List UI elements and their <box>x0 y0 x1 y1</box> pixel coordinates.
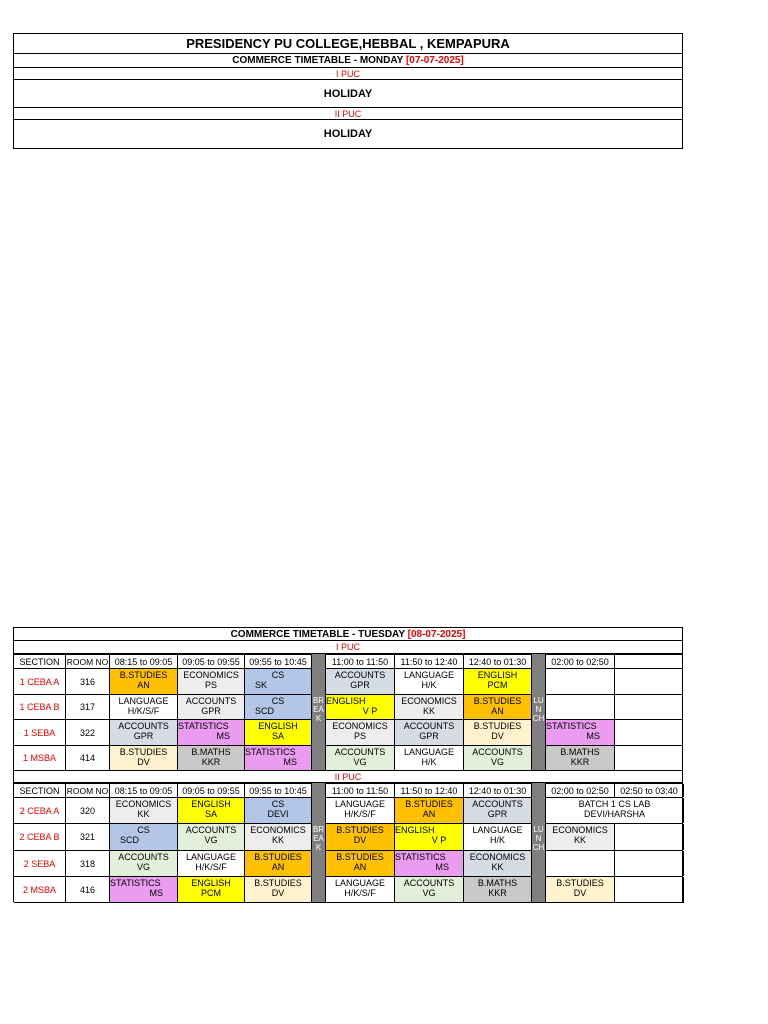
subject-name: ACCOUNTS <box>403 878 455 888</box>
subject-name: B.STUDIES <box>119 747 168 757</box>
subject-name: ACCOUNTS <box>118 852 169 862</box>
period-cell <box>178 851 245 876</box>
period-cell <box>178 824 245 850</box>
period-cell <box>110 720 178 745</box>
room-cell: 322 <box>66 720 110 745</box>
empty-cell <box>615 851 684 876</box>
subject-name: B.STUDIES <box>405 799 453 809</box>
lunch-column <box>532 783 546 902</box>
teacher-code: PS <box>204 680 217 690</box>
subject-name: CS <box>271 696 285 706</box>
period-cell <box>326 695 395 719</box>
empty-cell <box>615 695 684 719</box>
subject-name: CS <box>271 670 285 680</box>
teacher-code: KK <box>573 835 586 845</box>
room-cell: 320 <box>66 798 110 823</box>
period-cell <box>245 720 312 745</box>
period-cell <box>326 720 395 745</box>
subject-name: B.STUDIES <box>336 825 384 835</box>
subject-name: LANGUAGE <box>185 852 236 862</box>
table-row <box>14 719 683 745</box>
teacher-code: VG <box>353 757 367 767</box>
column-header: 12:40 to 01:30 <box>464 784 532 797</box>
period-cell <box>326 669 395 694</box>
period-cell <box>326 824 395 850</box>
subject-name: ACCOUNTS <box>334 747 386 757</box>
period-cell <box>546 798 684 823</box>
teacher-code: KKR <box>201 757 221 767</box>
tuesday-date: [08-07-2025] <box>407 629 466 640</box>
column-header: 11:50 to 12:40 <box>395 784 464 797</box>
puc2-grid <box>13 783 683 902</box>
period-cell <box>464 746 532 770</box>
period-cell <box>464 877 532 902</box>
subject-name: STATISTICS <box>395 852 446 862</box>
tuesday-puc1-label: I PUC <box>13 641 683 654</box>
period-cell <box>464 669 532 694</box>
break-column <box>312 654 326 770</box>
break-label: BR EA K <box>312 825 325 852</box>
teacher-code: KK <box>422 706 435 716</box>
period-cell <box>546 824 615 850</box>
subject-name: B.STUDIES <box>556 878 604 888</box>
room-cell: 414 <box>66 746 110 770</box>
subject-name: B.MATHS <box>191 747 231 757</box>
room-cell: 316 <box>66 669 110 694</box>
subject-name: LANGUAGE <box>403 670 454 680</box>
column-header: 08:15 to 09:05 <box>110 784 178 797</box>
teacher-code: DEVI <box>267 809 289 819</box>
room-cell: 317 <box>66 695 110 719</box>
period-cell <box>546 746 615 770</box>
teacher-code: H/K/S/F <box>195 862 227 872</box>
period-cell <box>245 851 312 876</box>
subject-name: ECONOMICS <box>469 852 526 862</box>
monday-title-text: COMMERCE TIMETABLE - MONDAY <box>232 55 404 66</box>
teacher-code: VG <box>204 835 218 845</box>
teacher-code: KKR <box>488 888 507 898</box>
teacher-code: DV <box>137 757 150 767</box>
subject-name: ECONOMICS <box>332 721 388 731</box>
teacher-code: MS <box>149 888 163 898</box>
table-row <box>14 694 683 719</box>
teacher-code: DV <box>353 835 367 845</box>
tuesday-timetable <box>13 627 683 902</box>
teacher-code: PCM <box>201 888 221 898</box>
column-header: 02:00 to 02:50 <box>546 784 615 797</box>
column-header: 09:05 to 09:55 <box>178 655 245 668</box>
subject-name: ENGLISH <box>395 825 435 835</box>
monday-timetable <box>13 33 683 149</box>
monday-puc1-label: I PUC <box>14 68 682 80</box>
column-header: 11:50 to 12:40 <box>395 655 464 668</box>
subject-name: ENGLISH <box>477 670 518 680</box>
period-cell <box>464 695 532 719</box>
table-row <box>14 797 683 823</box>
period-cell <box>245 824 312 850</box>
teacher-code: VG <box>422 888 436 898</box>
period-cell <box>395 669 464 694</box>
section-cell: 2 CEBA A <box>14 798 66 823</box>
teacher-code: DEVI/HARSHA <box>583 809 645 819</box>
period-cell <box>178 669 245 694</box>
subject-name: B.MATHS <box>477 878 518 888</box>
teacher-code: SA <box>204 809 217 819</box>
break-column <box>312 783 326 902</box>
break-label: BR EA K <box>312 696 325 723</box>
subject-name: STATISTICS <box>546 721 597 731</box>
subject-name: B.STUDIES <box>254 852 302 862</box>
subject-name: B.STUDIES <box>336 852 384 862</box>
period-cell <box>326 877 395 902</box>
period-cell <box>326 746 395 770</box>
column-header: 12:40 to 01:30 <box>464 655 532 668</box>
teacher-code: H/K/S/F <box>127 706 160 716</box>
subject-name: ACCOUNTS <box>472 747 523 757</box>
period-cell <box>178 877 245 902</box>
period-cell <box>245 669 312 694</box>
empty-cell <box>615 824 684 850</box>
table-row <box>14 876 683 902</box>
period-cell <box>395 695 464 719</box>
column-header: SECTION <box>14 655 66 668</box>
teacher-code: H/K <box>489 835 505 845</box>
period-cell <box>546 669 615 694</box>
teacher-code: GPR <box>201 706 221 716</box>
subject-name: BATCH 1 CS LAB <box>578 799 651 809</box>
teacher-code: AN <box>491 706 504 716</box>
period-cell <box>178 695 245 719</box>
subject-name: ECONOMICS <box>115 799 172 809</box>
room-cell: 416 <box>66 877 110 902</box>
subject-name: ACCOUNTS <box>118 721 169 731</box>
subject-name: LANGUAGE <box>403 747 454 757</box>
teacher-code: KK <box>137 809 150 819</box>
column-header: SECTION <box>14 784 66 797</box>
subject-name: CS <box>137 825 150 835</box>
grid-bottom-border <box>14 902 684 903</box>
subject-name: STATISTICS <box>178 721 229 731</box>
period-cell <box>326 798 395 823</box>
room-cell: 318 <box>66 851 110 876</box>
subject-name: ACCOUNTS <box>185 696 237 706</box>
teacher-code: GPR <box>487 809 508 819</box>
period-cell <box>464 851 532 876</box>
subject-name: LANGUAGE <box>334 878 385 888</box>
teacher-code: GPR <box>350 680 370 690</box>
subject-name: ACCOUNTS <box>185 825 237 835</box>
empty-cell <box>615 877 684 902</box>
teacher-code: VG <box>490 757 504 767</box>
period-cell <box>245 877 312 902</box>
teacher-code: DV <box>491 731 504 741</box>
period-cell <box>245 798 312 823</box>
teacher-code: VG <box>136 862 150 872</box>
period-cell <box>178 720 245 745</box>
monday-puc1-status: HOLIDAY <box>14 80 682 108</box>
lunch-column <box>532 654 546 770</box>
column-header: 11:00 to 11:50 <box>326 655 395 668</box>
teacher-code: V P <box>431 835 447 845</box>
subject-name: ECONOMICS <box>183 670 239 680</box>
empty-cell <box>615 720 684 745</box>
subject-name: CS <box>271 799 285 809</box>
period-cell <box>110 798 178 823</box>
period-cell <box>110 669 178 694</box>
college-title: PRESIDENCY PU COLLEGE,HEBBAL , KEMPAPURA <box>14 34 682 54</box>
period-cell <box>395 851 464 876</box>
period-cell <box>110 877 178 902</box>
period-cell <box>546 851 615 876</box>
subject-name: ACCOUNTS <box>472 799 523 809</box>
teacher-code: AN <box>137 680 150 690</box>
subject-name: B.STUDIES <box>473 721 522 731</box>
column-header: 02:00 to 02:50 <box>546 655 615 668</box>
subject-name: ACCOUNTS <box>403 721 455 731</box>
tuesday-puc2-label: II PUC <box>13 770 683 783</box>
subject-name: LANGUAGE <box>118 696 169 706</box>
empty-cell <box>615 746 684 770</box>
teacher-code: AN <box>422 809 436 819</box>
section-cell: 1 MSBA <box>14 746 66 770</box>
teacher-code: DV <box>573 888 587 898</box>
teacher-code: SCD <box>255 706 275 716</box>
subject-name: ECONOMICS <box>250 825 306 835</box>
period-cell <box>110 851 178 876</box>
teacher-code: GPR <box>419 731 439 741</box>
period-cell <box>110 824 178 850</box>
tuesday-title <box>13 627 683 641</box>
teacher-code: MS <box>283 757 297 767</box>
period-cell <box>110 746 178 770</box>
subject-name: STATISTICS <box>110 878 161 888</box>
teacher-code: PS <box>353 731 366 741</box>
monday-subtitle <box>14 54 682 68</box>
period-cell <box>546 877 615 902</box>
subject-name: B.MATHS <box>560 747 600 757</box>
monday-puc2-status: HOLIDAY <box>323 128 373 140</box>
column-header: 09:55 to 10:45 <box>245 655 312 668</box>
subject-name: ENGLISH <box>258 721 298 731</box>
empty-cell <box>615 669 684 694</box>
period-cell <box>464 798 532 823</box>
period-cell <box>395 877 464 902</box>
table-row <box>14 850 683 876</box>
period-cell <box>326 851 395 876</box>
teacher-code: KKR <box>570 757 590 767</box>
subject-name: ENGLISH <box>326 696 366 706</box>
period-cell <box>395 746 464 770</box>
teacher-code: AN <box>271 862 285 872</box>
column-header: 09:05 to 09:55 <box>178 784 245 797</box>
section-cell: 2 SEBA <box>14 851 66 876</box>
teacher-code: H/K/S/F <box>344 888 376 898</box>
column-header: 09:55 to 10:45 <box>245 784 312 797</box>
teacher-code: MS <box>216 731 230 741</box>
period-cell <box>178 798 245 823</box>
period-cell <box>245 695 312 719</box>
teacher-code: H/K <box>421 680 437 690</box>
section-cell: 1 CEBA B <box>14 695 66 719</box>
subject-name: ACCOUNTS <box>334 670 386 680</box>
subject-name: ENGLISH <box>191 878 231 888</box>
period-cell <box>395 824 464 850</box>
subject-name: B.STUDIES <box>473 696 522 706</box>
subject-name: STATISTICS <box>245 747 296 757</box>
teacher-code: KK <box>491 862 504 872</box>
subject-name: ECONOMICS <box>401 696 457 706</box>
subject-name: LANGUAGE <box>472 825 523 835</box>
column-header: 08:15 to 09:05 <box>110 655 178 668</box>
subject-name: B.STUDIES <box>119 670 168 680</box>
teacher-code: MS <box>435 862 449 872</box>
table-row <box>14 668 683 694</box>
teacher-code: V P <box>362 706 378 716</box>
period-cell <box>395 798 464 823</box>
header-row <box>14 654 683 668</box>
monday-puc2-label: II PUC <box>14 108 682 120</box>
teacher-code: SK <box>255 680 268 690</box>
tuesday-title-text: COMMERCE TIMETABLE - TUESDAY <box>230 629 405 640</box>
column-header: 02:50 to 03:40 <box>615 784 684 797</box>
section-cell: 1 CEBA A <box>14 669 66 694</box>
teacher-code: MS <box>586 731 600 741</box>
column-header: 11:00 to 11:50 <box>326 784 395 797</box>
lunch-label: LU N CH <box>532 825 545 852</box>
section-cell: 1 SEBA <box>14 720 66 745</box>
period-cell <box>464 720 532 745</box>
subject-name: ECONOMICS <box>552 825 608 835</box>
teacher-code: H/K <box>421 757 437 767</box>
monday-date: [07-07-2025] <box>405 55 464 66</box>
period-cell <box>546 720 615 745</box>
teacher-code: DV <box>271 888 285 898</box>
period-cell <box>178 746 245 770</box>
period-cell <box>395 720 464 745</box>
room-cell: 321 <box>66 824 110 850</box>
period-cell <box>245 746 312 770</box>
table-row <box>14 823 683 850</box>
subject-name: B.STUDIES <box>254 878 302 888</box>
subject-name: LANGUAGE <box>334 799 385 809</box>
period-cell <box>546 695 615 719</box>
teacher-code: GPR <box>133 731 154 741</box>
teacher-code: KK <box>271 835 284 845</box>
teacher-code: H/K/S/F <box>344 809 376 819</box>
subject-name: ENGLISH <box>191 799 231 809</box>
column-header: ROOM NO <box>66 785 109 796</box>
table-row <box>14 745 683 770</box>
section-cell: 2 CEBA B <box>14 824 66 850</box>
lunch-label: LU N CH <box>532 696 545 723</box>
teacher-code: PCM <box>487 680 508 690</box>
header-row <box>14 783 683 797</box>
period-cell <box>110 695 178 719</box>
section-cell: 2 MSBA <box>14 877 66 902</box>
teacher-code: SA <box>271 731 284 741</box>
puc1-grid <box>13 654 683 770</box>
teacher-code: AN <box>353 862 367 872</box>
column-header: ROOM NO <box>66 656 109 667</box>
teacher-code: SCD <box>120 835 140 845</box>
period-cell <box>464 824 532 850</box>
